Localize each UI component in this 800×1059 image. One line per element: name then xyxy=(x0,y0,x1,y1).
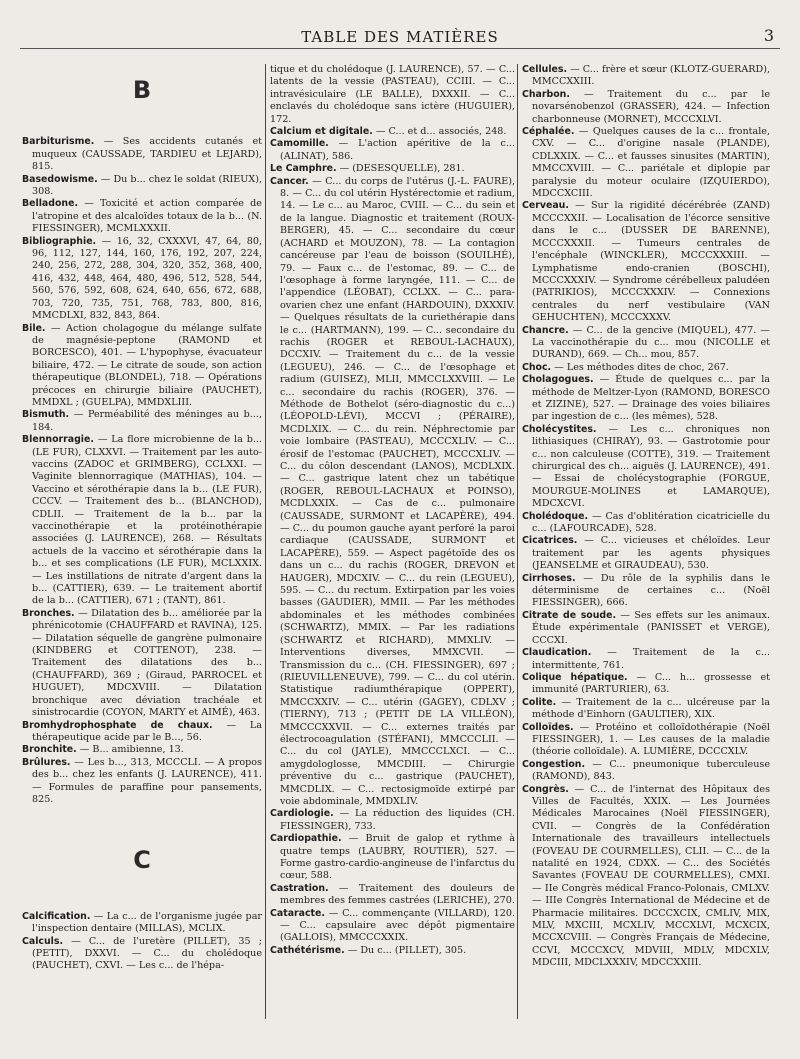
index-entry xyxy=(22,236,262,323)
entry-term: Congrès. xyxy=(522,783,569,795)
index-entry xyxy=(522,374,770,424)
entry-term: Bromhydrophosphate de chaux. xyxy=(22,719,213,731)
index-entry xyxy=(270,833,515,883)
index-entry xyxy=(522,722,770,759)
index-entry xyxy=(22,434,262,608)
entry-references: — C... vicieuses et chéloïdes. Leur traitement par les agents physiques (JEANSELME et GIRAUDEAU), 530. xyxy=(532,535,770,572)
entry-term: Bismuth. xyxy=(22,409,70,421)
entry-term: Blennorragie. xyxy=(22,434,94,446)
index-entry xyxy=(22,757,262,807)
index-column-1 xyxy=(22,64,262,1049)
entry-term: Colloïdes. xyxy=(522,721,574,733)
c-entries xyxy=(22,911,262,973)
entry-references: — (DESESQUELLE), 281. xyxy=(336,163,465,175)
entry-references: — Traitement du c... par le novarsénobenzol (GRASSER), 424. — Infection charbonneuse (MORNET), MCCCXLVI. xyxy=(532,88,770,125)
entry-term: Colique hépatique. xyxy=(522,671,628,683)
entry-term: Cellules. xyxy=(522,64,568,75)
entry-term: Belladone. xyxy=(22,198,79,210)
entry-references: — C... de la gencive (MIQUEL), 477. — La vaccinothérapie du c... mou (NICOLLE et DURAND), 669. — Ch... mou, 857. xyxy=(532,324,770,361)
entry-term: Cholagogues. xyxy=(522,374,594,386)
index-entry xyxy=(522,200,770,324)
index-entry xyxy=(22,323,262,410)
index-entry xyxy=(270,176,515,809)
entry-references: — Du c... (PILLET), 305. xyxy=(344,944,467,956)
entry-references: — Dilatation des b... améliorée par la phrénicotomie (CHAUFFARD et RAVINA), 125. — Dilatation séquelle de gangrène pulmonaire (KINDBERG et COTTENOT), 238. — Traitement des dilatations des b... (CHAUFFARD), 369 ; (Giraud, PARROCEL et HUGUET), MDCXVIII. — Dilatation bronchique avec déviation trachéale et sinistrocardie (COYON, MARTY et AIMÉ), 463. xyxy=(32,607,262,719)
index-entry xyxy=(522,64,770,89)
entry-term: Chancre. xyxy=(522,324,569,336)
index-entry xyxy=(522,89,770,126)
entry-term: Brûlures. xyxy=(22,756,71,768)
index-entry xyxy=(22,409,262,434)
entry-references: — L'action apéritive de la c... (ALINAT), 586. xyxy=(280,138,515,162)
index-entry xyxy=(22,198,262,235)
index-column-3 xyxy=(522,64,770,1049)
entry-references: — La flore microbienne de la b... (LE FUR), CLXXVI. — Traitement par les auto-vaccins (ZADOC et GRIMBERG), CCLXXI. — Vaginite blennorragique (MATHIAS), 104. — Vaccino et sérothérapie dans la b... (LE FUR), CCCV. — Traitement des b... (BLANCHOD), CDLII. — Traitement de la b... par la vaccinothérapie et la protéinothérapie associées (J. LAURENCE), 268. — Résultats actuels de la vaccino et sérothérapie dans la b... et ses complications (LE FUR), MCLXXIX. — Les instillations de nitrate d'argent dans la b... (CATTIER), 639. — Le traitement abortif de la b... (CATTIER), 671 ; (TANT), 861. xyxy=(32,434,262,607)
col2-entries xyxy=(270,126,515,957)
entry-term: Citrate de soude. xyxy=(522,609,617,621)
index-entry xyxy=(270,908,515,945)
index-entry xyxy=(270,883,515,908)
entry-references: — Protéino et colloïdothérapie (Noël FIESSINGER), 1. — Les causes de la maladie (théorie colloïdale). A. LUMIÈRE, DCCCXLV. xyxy=(532,721,770,758)
entry-term: Cancer. xyxy=(270,175,309,187)
entry-references: — C... de l'internat des Hôpitaux des Villes de Facultés, XXIX. — Les Journées Médicales Marocaines (Noël FIESSINGER), CVII. — Congrès de la Confédération Internationale des travailleurs intellectuels (FOVEAU DE COURMELLES), CLII. — C... de la natalité en 1924, CDXX. — C... des Sociétés Savantes (FOVEAU DE COURMELLES), CMXI. — IIe Congrès médical Franco-Polonais, CMLXV. — IIIe Congrès International de Médecine et de Pharmacie militaires. DCCCXCIX, CMLIV, MIX, MLV, MXCIII, MCXLIV, MCCXLVI, MCXCIX, MCCXCVIII. — Congrès Français de Médecine, CCVI, MCCCXCV, MDVIII, MDLV, MDCXLV, MDCIII, MDCLXXXIV, MDCCXXIII. xyxy=(532,783,770,969)
index-entry xyxy=(22,911,262,936)
index-entry xyxy=(22,720,262,745)
entry-references: — C... pneumonique tuberculeuse (RAMOND), 843. xyxy=(532,758,770,783)
entry-references: — C... de l'uretère (PILLET), 35 ; (PETIT), DXXVI. — C... du cholédoque (PAUCHET), CXVI. — Les c... de l'hépa- xyxy=(32,935,262,972)
index-entry xyxy=(522,784,770,970)
entry-references: — Les b..., 313, MCCCLI. — A propos des b... chez les enfants (J. LAURENCE), 411. — Formules de paraffine pour pansements, 825. xyxy=(32,756,262,805)
column-divider xyxy=(517,64,518,1019)
index-entry xyxy=(22,136,262,173)
entry-term: Céphalée. xyxy=(522,126,575,138)
index-entry xyxy=(22,936,262,973)
entry-term: Bile. xyxy=(22,322,46,334)
entry-term: Basedowisme. xyxy=(22,173,98,185)
entry-references: — Étude de quelques c... par la méthode de Meltzer-Lyon (RAMOND, BORESCO et ZIZINE), 527. — Drainage des voies biliaires par ingestion de c... (les mêmes), 528. xyxy=(532,374,770,423)
entry-term: Cholécystites. xyxy=(522,423,597,435)
entry-references: — C... et d... associés, 248. xyxy=(372,126,507,138)
entry-term: Bibliographie. xyxy=(22,235,97,247)
index-entry xyxy=(22,174,262,199)
entry-term: Bronchite. xyxy=(22,744,77,756)
page-number: 3 xyxy=(763,26,774,45)
entry-term: Le Camphre. xyxy=(270,163,337,175)
entry-references: — C... commençante (VILLARD), 120. — C... capsulaire avec dépôt pigmentaire (GALLOIS), MMCCCXXIX. xyxy=(280,907,515,944)
entry-term: Castration. xyxy=(270,882,329,894)
entry-term: Calcium et digitale. xyxy=(270,126,373,138)
index-entry xyxy=(522,535,770,572)
entry-term: Congestion. xyxy=(522,758,586,770)
entry-references: — Du b... chez le soldat (RIEUX), 308. xyxy=(32,173,262,198)
entry-term: Calcification. xyxy=(22,910,91,922)
index-entry xyxy=(270,138,515,163)
index-column-2 xyxy=(270,64,515,1049)
index-entry xyxy=(522,325,770,362)
index-entry xyxy=(522,362,770,374)
entry-references: — Traitement de la c... ulcéreuse par la méthode d'Einhorn (GAULTIER), XIX. xyxy=(532,696,770,721)
entry-references: — La réduction des liquides (CH. FIESSINGER), 733. xyxy=(280,808,515,832)
continued-entry-text: tique et du cholédoque (J. LAURENCE), 57. — C... latents de la vessie (PASTEAU), CCIII. — C... intravésiculaire (LE BALLE), DXXXII. — C... enclavés du cholédoque sans ictère (HUGUIER), 172. xyxy=(270,64,515,125)
entry-references: — Les c... chroniques non lithiasiques (CHIRAY), 93. — Gastrotomie pour c... non calculeuse (COTTE), 319. — Traitement chirurgical des ch... aiguës (J. LAURENCE), 491. — Essai de cholécystographie (FORGUE, MOURGUE-MOLINES et LAMARQUE), MDCXCVI. xyxy=(532,423,770,510)
entry-term: Cholédoque. xyxy=(522,510,589,522)
index-entry xyxy=(270,945,515,957)
section-letter-b: B xyxy=(132,76,152,104)
entry-references: — La c... de l'organisme jugée par l'inspection dentaire (MILLAS), MCLIX. xyxy=(32,910,262,935)
entry-term: Claudication. xyxy=(522,647,592,659)
index-entry xyxy=(522,759,770,784)
index-entry xyxy=(522,126,770,200)
entry-term: Cathétérisme. xyxy=(270,944,345,956)
index-entry xyxy=(522,672,770,697)
entry-references: — Les méthodes dites de choc, 267. xyxy=(551,361,729,373)
entry-references: — Sur la rigidité décérébrée (ZAND) MCCCXXII. — Localisation de l'écorce sensitive dans le c... (DUSSER DE BARENNE), MCCCXXXII. — Tumeurs centrales de l'encéphale (WINCKLER), MCCCXXXIII. — Lymphatisme endo-cranien (BOSCHI), MCCCXXXIV. — Syndrome cérébelleux paludéen (PATRIKIOS), MCCCXXXIV. — Connexions centrales du nerf vestibulaire (VAN GEHUCHTEN), MCCCXXXV. xyxy=(532,200,770,324)
entry-term: Cerveau. xyxy=(522,200,569,212)
entry-references: — Action cholagogue du mélange sulfate de magnésie-peptone (RAMOND et BORCESCO), 401. — L'hypophyse, évacuateur biliaire, 472. — Le citrate de soude, son action thérapeutique (BLONDEL), 718. — Opérations précoces en chirurgie biliaire (PAUCHET), MMDXL ; (GUELPA), MMDXLIII. xyxy=(32,322,262,408)
column-divider xyxy=(265,64,266,1019)
index-entry xyxy=(522,697,770,722)
entry-references: — Traitement des douleurs de membres des femmes castrées (LERICHE), 270. xyxy=(280,882,515,907)
entry-references: — Bruit de galop et rythme à quatre temps (LAUBRY, ROUTIER), 527. — Forme gastro-cardio-angineuse de l'infarctus du cœur, 588. xyxy=(280,833,515,882)
index-entry xyxy=(22,744,262,756)
index-entry xyxy=(270,163,515,175)
running-title: TABLE DES MATIÈRES xyxy=(301,28,499,46)
col3-entries xyxy=(522,64,770,970)
index-entry xyxy=(270,808,515,833)
entry-references: — C... frère et sœur (KLOTZ-GUÉRARD), MMCCXXIII. xyxy=(532,64,770,88)
entry-references: — Quelques causes de la c... frontale, CXV. — C... d'origine nasale (PLANDE), CDLXXIX. — C... et fausses sinusites (MARTIN), MMCCXVIII. — C... pariétale et diplopie par paralysie du moteur oculaire (IZQUIERDO), MDCCXCIII. xyxy=(532,126,770,200)
entry-references: — B... amibienne, 13. xyxy=(76,744,184,756)
section-letter-c: C xyxy=(133,846,151,875)
entry-term: Camomille. xyxy=(270,138,329,150)
index-entry xyxy=(522,424,770,511)
entry-references: — Cas d'oblitération cicatricielle du c... (LAFOURCADE), 528. xyxy=(532,510,770,535)
entry-term: Cicatrices. xyxy=(522,535,578,547)
index-entry xyxy=(522,647,770,672)
entry-term: Charbon. xyxy=(522,88,570,100)
entry-references: — Du rôle de la syphilis dans le déterminisme de certaines c... (Noël FIESSINGER), 666. xyxy=(532,572,770,609)
entry-references: — Perméabilité des méninges au b..., 184. xyxy=(32,409,262,433)
entry-references: — Traitement de la c... intermittente, 761. xyxy=(532,647,770,671)
entry-references: — Toxicité et action comparée de l'atropine et des alcaloïdes totaux de la b... (N. FIESSINGER), MCMLXXXII. xyxy=(32,198,262,235)
index-entry xyxy=(522,573,770,610)
entry-references: — 16, 32, CXXXVI, 47, 64, 80, 96, 112, 127, 144, 160, 176, 192, 207, 224, 240, 256, 272, 288, 304, 320, 352, 368, 400, 416, 432, 448, 464, 480, 496, 512, 528, 544, 560, 576, 592, 608, 624, 640, 656, 672, 688, 703, 720, 735, 751, 768, 783, 800, 816, MMCDLXI, 832, 843, 864. xyxy=(32,235,262,322)
page-header xyxy=(20,24,780,49)
entry-term: Colite. xyxy=(522,696,557,708)
entry-term: Cirrhoses. xyxy=(522,572,576,584)
entry-references: — C... du corps de l'utérus (J.-L. FAURE), 8. — C... du col utérin Hystérectomie et radium, 14. — Le c... au Maroc, CVIII. — C... du sein et de la langue. Diagnostic et traitement (ROUX-BERGER), 45. — C... secondaire du cœur (ACHARD et MOUZON), 78. — La contagion cancéreuse par l'eau de boisson (SOUILHÉ), 79. — Faux c... de l'estomac, 89. — C... de l'œsophage à forme laryngée, 111. — C... de l'appendice (LÉOBAT), CCLXX. — C... para-ovarien chez une enfant (HARDOUIN), DXXXIV. — Quelques résultats de la curiethérapie dans le c... (HARTMANN), 199. — C... secondaire du rachis (ROGER et REBOUL-LACHAUX), DCCXIV. — Traitement du c... de la vessie (LEGUEU), 246. — C... de l'œsophage et radium (GUISEZ), MLII, MMCCLXXVIII. — Le c... secondaire du rachis (ROGER), 376. — Méthode de Bothelot (séro-diagnostic du c...) (LÉOPOLD-LÉVI), MCCVI ; (PÉRAIRE), MCDLXIX. — C... du rein. Néphrectomie par voie lombaire (PASTEAU), MCCCXLIV. — C... érosif de l'estomac (PAUCHET), MCCCXLIV. — C... du côlon descendant (LANOS), MCDLXIX. — C... gastrique latent chez un tabétique (ROGER, REBOUL-LACHAUX et POINSO), MCDLXXIX. — Cas de c... pulmonaire (CAUSSADE, SURMONT et LACAPÈRE), 494. — C... du poumon gauche ayant perforé la paroi cardiaque (CAUSSADE, SURMONT et LACAPÈRE), 559. — Aspect pagétoïde des os dans un c... du rachis (ROGER, DREVON et HAUGER), MDCXIV. — C... du rein (LEGUEU), 595. — C... du rectum. Extirpation par les voies basses (GAUDIER), MMII. — Par les méthodes abdominales et les méthodes combinées (SCHWARTZ), MMIX. — Par les radiations (SCHWARTZ et RICHARD), MMXLIV. — Interventions diverses, MMXCVII. — Transmission du c... (CH. FIESSINGER), 697 ; (RIEUVILLENEUVE), 799. — C... du col utérin. Statistique radiumthérapique (OPPERT), MMCCXXIV. — C... utérin (GAGEY), CDLXV ; (TIERNY), 713 ; (PETIT DE LA VILLÉON), MMCCCXXVII. — C... externes traités par électrocoagulation (STÉFANI), MMCCCLII. — C... du col (JAYLE), MMCCCLXCI. — C... amygdologlosse, MMCDIII. — Chirurgie préventive du c... gastrique (PAUCHET), MMCDLIX. — C... rectosigmoïde extirpé par voie abdominale, MMDXLIV. xyxy=(280,175,515,807)
entry-references: — C... h... grossesse et immunité (PARTURIER), 63. xyxy=(532,671,770,696)
entry-references: — Ses effets sur les animaux. Étude expérimentale (PANISSET et VERGE), CCCXI. xyxy=(532,609,770,646)
entry-references: — La thérapeutique acide par le B..., 56. xyxy=(32,719,262,743)
entry-term: Cardiologie. xyxy=(270,808,334,820)
index-entry xyxy=(522,511,770,536)
index-entry xyxy=(270,126,515,138)
entry-term: Barbiturisme. xyxy=(22,136,95,148)
entry-term: Cardiopathie. xyxy=(270,833,342,845)
entry-term: Choc. xyxy=(522,361,552,373)
entry-term: Calculs. xyxy=(22,935,64,947)
entry-references: — Ses accidents cutanés et muqueux (CAUSSADE, TARDIEU et LEJARD), 815. xyxy=(32,136,262,173)
entry-term: Cataracte. xyxy=(270,907,325,919)
entry-term: Bronches. xyxy=(22,607,75,619)
index-entry xyxy=(522,610,770,647)
b-entries xyxy=(22,136,262,806)
index-entry xyxy=(22,608,262,720)
